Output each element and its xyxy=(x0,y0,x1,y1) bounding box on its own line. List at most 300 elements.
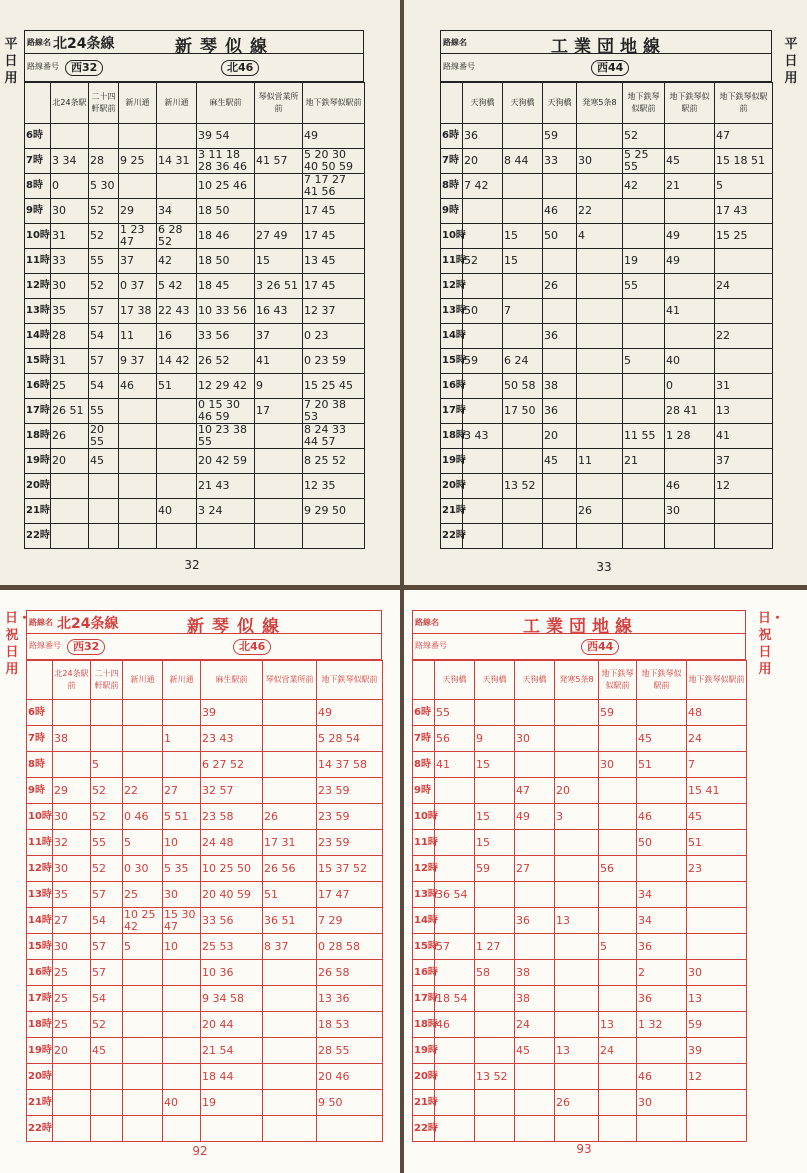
departure-cell xyxy=(435,856,475,882)
departure-cell xyxy=(515,882,555,908)
departure-cell: 55 xyxy=(91,830,123,856)
departure-cell: 14 31 xyxy=(157,149,197,174)
departure-cell xyxy=(435,804,475,830)
route-number-row xyxy=(24,54,364,82)
route-number-b: 北46 xyxy=(233,639,271,655)
departure-cell xyxy=(53,752,91,778)
departure-cell: 21 43 xyxy=(197,474,255,499)
departure-cell xyxy=(157,474,197,499)
departure-cell xyxy=(89,524,119,549)
departure-cell: 7 42 xyxy=(463,174,503,199)
departure-cell: 5 42 xyxy=(157,274,197,299)
departure-cell xyxy=(435,778,475,804)
departure-cell: 36 51 xyxy=(263,908,317,934)
hour-row xyxy=(413,778,747,804)
departure-cell xyxy=(543,524,577,549)
hour-row xyxy=(413,726,747,752)
departure-cell xyxy=(463,374,503,399)
departure-cell: 17 45 xyxy=(303,274,365,299)
departure-cell xyxy=(463,524,503,549)
departure-cell: 17 38 xyxy=(119,299,157,324)
departure-cell xyxy=(263,1090,317,1116)
hour-row xyxy=(27,960,383,986)
departure-cell: 17 xyxy=(255,399,303,424)
hour-label: 19時 xyxy=(25,449,51,474)
hour-label: 17時 xyxy=(27,986,53,1012)
departure-cell xyxy=(665,199,715,224)
destination-5: 琴似営業所前 xyxy=(255,83,303,124)
route-number-a: 西32 xyxy=(67,639,105,655)
departure-cell: 18 53 xyxy=(317,1012,383,1038)
departure-cell: 41 xyxy=(435,752,475,778)
departure-cell xyxy=(623,474,665,499)
departure-cell: 45 xyxy=(665,149,715,174)
departure-cell: 52 xyxy=(91,856,123,882)
departure-cell xyxy=(119,474,157,499)
departure-cell: 9 25 xyxy=(119,149,157,174)
departure-cell xyxy=(577,274,623,299)
departure-cell xyxy=(91,1090,123,1116)
departure-cell: 0 30 xyxy=(123,856,163,882)
departure-cell: 7 xyxy=(687,752,747,778)
departure-cell xyxy=(463,499,503,524)
departure-cell xyxy=(577,474,623,499)
route-label: 路線名 xyxy=(27,38,51,47)
departure-cell: 21 54 xyxy=(201,1038,263,1064)
departure-cell: 29 xyxy=(53,778,91,804)
departure-cell xyxy=(503,274,543,299)
departure-cell xyxy=(687,908,747,934)
hour-label: 6時 xyxy=(441,124,463,149)
departure-cell xyxy=(623,324,665,349)
departure-cell: 27 xyxy=(163,778,201,804)
departure-cell: 15 37 52 xyxy=(317,856,383,882)
departure-cell: 26 xyxy=(577,499,623,524)
departure-cell xyxy=(463,474,503,499)
departure-cell xyxy=(555,700,599,726)
departure-cell: 7 xyxy=(503,299,543,324)
departure-cell: 37 xyxy=(255,324,303,349)
hour-row xyxy=(441,324,773,349)
hour-label: 21時 xyxy=(27,1090,53,1116)
side-label: 日・祝日用 xyxy=(5,611,32,677)
hour-row xyxy=(413,986,747,1012)
departure-cell: 26 52 xyxy=(197,349,255,374)
departure-cell: 18 45 xyxy=(197,274,255,299)
departure-cell xyxy=(255,524,303,549)
route-number-label: 路線番号 xyxy=(443,62,475,71)
departure-cell: 9 xyxy=(255,374,303,399)
departure-cell xyxy=(53,1116,91,1142)
hour-row xyxy=(413,960,747,986)
departure-cell xyxy=(503,174,543,199)
departure-cell xyxy=(91,1116,123,1142)
hour-row xyxy=(27,986,383,1012)
departure-cell xyxy=(515,934,555,960)
hour-label: 8時 xyxy=(413,752,435,778)
departure-cell: 10 xyxy=(163,830,201,856)
hour-label: 17時 xyxy=(441,399,463,424)
hour-row xyxy=(27,1064,383,1090)
departure-cell: 30 xyxy=(515,726,555,752)
departure-cell: 49 xyxy=(665,249,715,274)
route-number-label: 路線番号 xyxy=(27,62,59,71)
departure-cell xyxy=(623,524,665,549)
departure-cell: 27 xyxy=(53,908,91,934)
departure-cell: 39 54 xyxy=(197,124,255,149)
hour-label: 11時 xyxy=(27,830,53,856)
departure-cell: 46 xyxy=(665,474,715,499)
departure-cell xyxy=(543,474,577,499)
departure-cell xyxy=(317,1116,383,1142)
departure-cell xyxy=(463,199,503,224)
hour-row xyxy=(27,934,383,960)
departure-cell: 22 43 xyxy=(157,299,197,324)
departure-cell: 41 xyxy=(715,424,773,449)
departure-cell: 36 xyxy=(463,124,503,149)
hour-label: 18時 xyxy=(27,1012,53,1038)
departure-cell: 51 xyxy=(637,752,687,778)
departure-cell: 26 xyxy=(51,424,89,449)
departure-cell xyxy=(577,124,623,149)
departure-cell: 57 xyxy=(91,934,123,960)
departure-cell: 15 30 47 xyxy=(163,908,201,934)
departure-cell xyxy=(475,1012,515,1038)
departure-cell: 13 xyxy=(687,986,747,1012)
departure-cell: 5 51 xyxy=(163,804,201,830)
departure-cell: 25 53 xyxy=(201,934,263,960)
hour-label: 12時 xyxy=(25,274,51,299)
header-box xyxy=(440,30,772,57)
departure-cell: 17 50 xyxy=(503,399,543,424)
departure-cell: 36 xyxy=(515,908,555,934)
departure-cell xyxy=(503,499,543,524)
departure-cell xyxy=(163,700,201,726)
destination-6: 地下鉄琴似駅前 xyxy=(687,661,747,700)
hour-row xyxy=(441,424,773,449)
departure-cell: 46 xyxy=(543,199,577,224)
hour-row xyxy=(441,474,773,499)
departure-cell: 30 xyxy=(665,499,715,524)
timetable xyxy=(26,660,383,1142)
departure-cell xyxy=(577,399,623,424)
departure-cell xyxy=(599,882,637,908)
destination-5: 地下鉄琴似駅前 xyxy=(637,661,687,700)
destination-3: 新川通 xyxy=(157,83,197,124)
departure-cell: 30 xyxy=(53,934,91,960)
departure-cell xyxy=(637,1116,687,1142)
hour-label: 9時 xyxy=(27,778,53,804)
departure-cell: 15 25 xyxy=(715,224,773,249)
page-number: 92 xyxy=(192,1144,208,1158)
hour-row xyxy=(27,752,383,778)
departure-cell xyxy=(435,1116,475,1142)
hour-label: 20時 xyxy=(25,474,51,499)
departure-cell: 52 xyxy=(91,1012,123,1038)
departure-cell xyxy=(555,1064,599,1090)
departure-cell xyxy=(665,124,715,149)
departure-cell xyxy=(665,274,715,299)
hour-row xyxy=(27,804,383,830)
departure-cell: 45 xyxy=(543,449,577,474)
hour-label: 11時 xyxy=(413,830,435,856)
departure-cell: 7 20 38 53 xyxy=(303,399,365,424)
departure-cell: 18 50 xyxy=(197,199,255,224)
hour-label: 14時 xyxy=(441,324,463,349)
departure-cell xyxy=(475,908,515,934)
departure-cell xyxy=(555,830,599,856)
departure-cell: 59 xyxy=(687,1012,747,1038)
hour-row xyxy=(25,399,365,424)
departure-cell xyxy=(435,908,475,934)
departure-cell xyxy=(623,374,665,399)
departure-cell: 54 xyxy=(91,908,123,934)
destination-2: 新川通 xyxy=(123,661,163,700)
departure-cell xyxy=(599,1064,637,1090)
departure-cell: 3 26 51 xyxy=(255,274,303,299)
departure-cell xyxy=(475,986,515,1012)
departure-cell: 20 xyxy=(53,1038,91,1064)
departure-cell: 0 15 30 46 59 xyxy=(197,399,255,424)
departure-cell xyxy=(599,1116,637,1142)
departure-cell xyxy=(503,449,543,474)
departure-cell xyxy=(163,1064,201,1090)
hour-label: 13時 xyxy=(441,299,463,324)
hour-header xyxy=(27,661,53,700)
departure-cell: 14 42 xyxy=(157,349,197,374)
hour-row xyxy=(441,399,773,424)
hour-label: 6時 xyxy=(25,124,51,149)
side-label: 平日用 xyxy=(4,37,18,86)
hour-label: 19時 xyxy=(413,1038,435,1064)
departure-cell: 15 xyxy=(503,249,543,274)
departure-cell: 10 33 56 xyxy=(197,299,255,324)
departure-cell: 13 52 xyxy=(503,474,543,499)
hour-row xyxy=(27,700,383,726)
hour-label: 17時 xyxy=(25,399,51,424)
departure-cell xyxy=(119,449,157,474)
departure-cell xyxy=(435,960,475,986)
departure-cell: 33 xyxy=(51,249,89,274)
departure-cell: 42 xyxy=(157,249,197,274)
page-title: 新琴似線 xyxy=(187,617,287,637)
hour-label: 10時 xyxy=(441,224,463,249)
hour-row xyxy=(25,249,365,274)
hour-label: 8時 xyxy=(441,174,463,199)
departure-cell: 37 xyxy=(715,449,773,474)
departure-cell: 13 xyxy=(715,399,773,424)
departure-cell: 20 40 59 xyxy=(201,882,263,908)
hour-label: 22時 xyxy=(25,524,51,549)
departure-cell xyxy=(577,374,623,399)
destination-4: 地下鉄琴似駅前 xyxy=(623,83,665,124)
hour-label: 6時 xyxy=(413,700,435,726)
departure-cell: 4 xyxy=(577,224,623,249)
hour-label: 12時 xyxy=(413,856,435,882)
timetable xyxy=(440,82,773,549)
departure-cell: 30 xyxy=(53,804,91,830)
departure-cell: 50 xyxy=(637,830,687,856)
departure-cell: 18 44 xyxy=(201,1064,263,1090)
hour-row xyxy=(27,1116,383,1142)
departure-cell xyxy=(577,424,623,449)
departure-cell: 26 xyxy=(543,274,577,299)
departure-cell xyxy=(255,424,303,449)
departure-cell xyxy=(123,960,163,986)
timetable xyxy=(412,660,747,1142)
departure-cell: 57 xyxy=(91,960,123,986)
departure-cell: 22 xyxy=(123,778,163,804)
hour-row xyxy=(441,349,773,374)
route-number: 西44 xyxy=(591,60,629,76)
departure-cell: 27 49 xyxy=(255,224,303,249)
hour-row xyxy=(27,1012,383,1038)
departure-cell: 1 28 xyxy=(665,424,715,449)
hour-label: 19時 xyxy=(441,449,463,474)
departure-cell xyxy=(263,778,317,804)
departure-cell: 45 xyxy=(515,1038,555,1064)
hour-label: 14時 xyxy=(27,908,53,934)
departure-cell xyxy=(163,960,201,986)
departure-cell xyxy=(53,1064,91,1090)
departure-cell: 37 xyxy=(119,249,157,274)
departure-cell: 55 xyxy=(89,399,119,424)
departure-cell: 30 xyxy=(687,960,747,986)
departure-cell xyxy=(157,524,197,549)
hour-row xyxy=(413,1064,747,1090)
destination-row xyxy=(413,661,747,700)
hour-label: 13時 xyxy=(27,882,53,908)
hour-header xyxy=(413,661,435,700)
departure-cell xyxy=(303,524,365,549)
departure-cell: 52 xyxy=(89,199,119,224)
departure-cell xyxy=(435,830,475,856)
departure-cell: 20 xyxy=(555,778,599,804)
destination-1: 天狗橋 xyxy=(503,83,543,124)
departure-cell: 8 44 xyxy=(503,149,543,174)
hour-row xyxy=(25,274,365,299)
departure-cell xyxy=(123,726,163,752)
departure-cell: 1 32 xyxy=(637,1012,687,1038)
departure-cell: 5 20 30 40 50 59 xyxy=(303,149,365,174)
departure-cell xyxy=(715,499,773,524)
departure-cell: 30 xyxy=(599,752,637,778)
departure-cell xyxy=(51,499,89,524)
departure-cell xyxy=(255,449,303,474)
departure-cell: 23 59 xyxy=(317,778,383,804)
departure-cell: 58 xyxy=(475,960,515,986)
departure-cell: 45 xyxy=(91,1038,123,1064)
departure-cell xyxy=(119,124,157,149)
hour-row xyxy=(413,1038,747,1064)
departure-cell: 30 xyxy=(53,856,91,882)
hour-row xyxy=(413,1116,747,1142)
departure-cell xyxy=(623,224,665,249)
hour-row xyxy=(413,700,747,726)
departure-cell: 51 xyxy=(687,830,747,856)
departure-cell xyxy=(119,174,157,199)
hour-row xyxy=(413,856,747,882)
hour-row xyxy=(27,1038,383,1064)
departure-cell: 9 29 50 xyxy=(303,499,365,524)
destination-2: 天狗橋 xyxy=(515,661,555,700)
departure-cell: 55 xyxy=(623,274,665,299)
departure-cell xyxy=(123,1064,163,1090)
destination-6: 地下鉄琴似駅前 xyxy=(715,83,773,124)
departure-cell: 13 xyxy=(555,908,599,934)
hour-label: 18時 xyxy=(441,424,463,449)
departure-cell xyxy=(623,399,665,424)
departure-cell xyxy=(577,324,623,349)
departure-cell: 23 59 xyxy=(317,804,383,830)
hour-row xyxy=(27,856,383,882)
departure-cell: 12 xyxy=(715,474,773,499)
destination-5: 地下鉄琴似駅前 xyxy=(665,83,715,124)
hour-row xyxy=(413,1090,747,1116)
departure-cell xyxy=(157,124,197,149)
destination-5: 琴似営業所前 xyxy=(263,661,317,700)
hour-row xyxy=(25,499,365,524)
departure-cell: 52 xyxy=(89,274,119,299)
departure-cell xyxy=(665,524,715,549)
destination-4: 地下鉄琴似駅前 xyxy=(599,661,637,700)
departure-cell: 41 xyxy=(665,299,715,324)
departure-cell: 28 xyxy=(51,324,89,349)
departure-cell: 17 47 xyxy=(317,882,383,908)
departure-cell xyxy=(89,474,119,499)
departure-cell: 16 xyxy=(157,324,197,349)
departure-cell xyxy=(163,1012,201,1038)
departure-cell xyxy=(53,1090,91,1116)
departure-cell: 22 xyxy=(715,324,773,349)
page-number: 93 xyxy=(576,1142,592,1156)
departure-cell: 6 27 52 xyxy=(201,752,263,778)
departure-cell xyxy=(577,349,623,374)
departure-cell: 5 xyxy=(91,752,123,778)
departure-cell xyxy=(623,199,665,224)
departure-cell: 20 xyxy=(51,449,89,474)
departure-cell xyxy=(637,856,687,882)
hour-label: 18時 xyxy=(25,424,51,449)
departure-cell xyxy=(263,752,317,778)
hour-label: 8時 xyxy=(25,174,51,199)
departure-cell xyxy=(599,908,637,934)
hour-label: 9時 xyxy=(413,778,435,804)
departure-cell: 15 xyxy=(255,249,303,274)
departure-cell xyxy=(463,399,503,424)
departure-cell xyxy=(163,1038,201,1064)
departure-cell xyxy=(119,424,157,449)
departure-cell: 17 31 xyxy=(263,830,317,856)
hour-label: 17時 xyxy=(413,986,435,1012)
hour-label: 12時 xyxy=(441,274,463,299)
departure-cell: 26 56 xyxy=(263,856,317,882)
departure-cell: 34 xyxy=(637,882,687,908)
departure-cell: 55 xyxy=(435,700,475,726)
departure-cell xyxy=(577,524,623,549)
destination-3: 発寒5条8 xyxy=(555,661,599,700)
departure-cell xyxy=(255,474,303,499)
departure-cell: 13 xyxy=(555,1038,599,1064)
departure-cell: 26 xyxy=(555,1090,599,1116)
departure-cell: 10 36 xyxy=(201,960,263,986)
departure-cell: 54 xyxy=(89,324,119,349)
departure-cell: 52 xyxy=(463,249,503,274)
hour-label: 7時 xyxy=(441,149,463,174)
departure-cell xyxy=(515,1116,555,1142)
hour-label: 20時 xyxy=(413,1064,435,1090)
departure-cell xyxy=(263,1116,317,1142)
